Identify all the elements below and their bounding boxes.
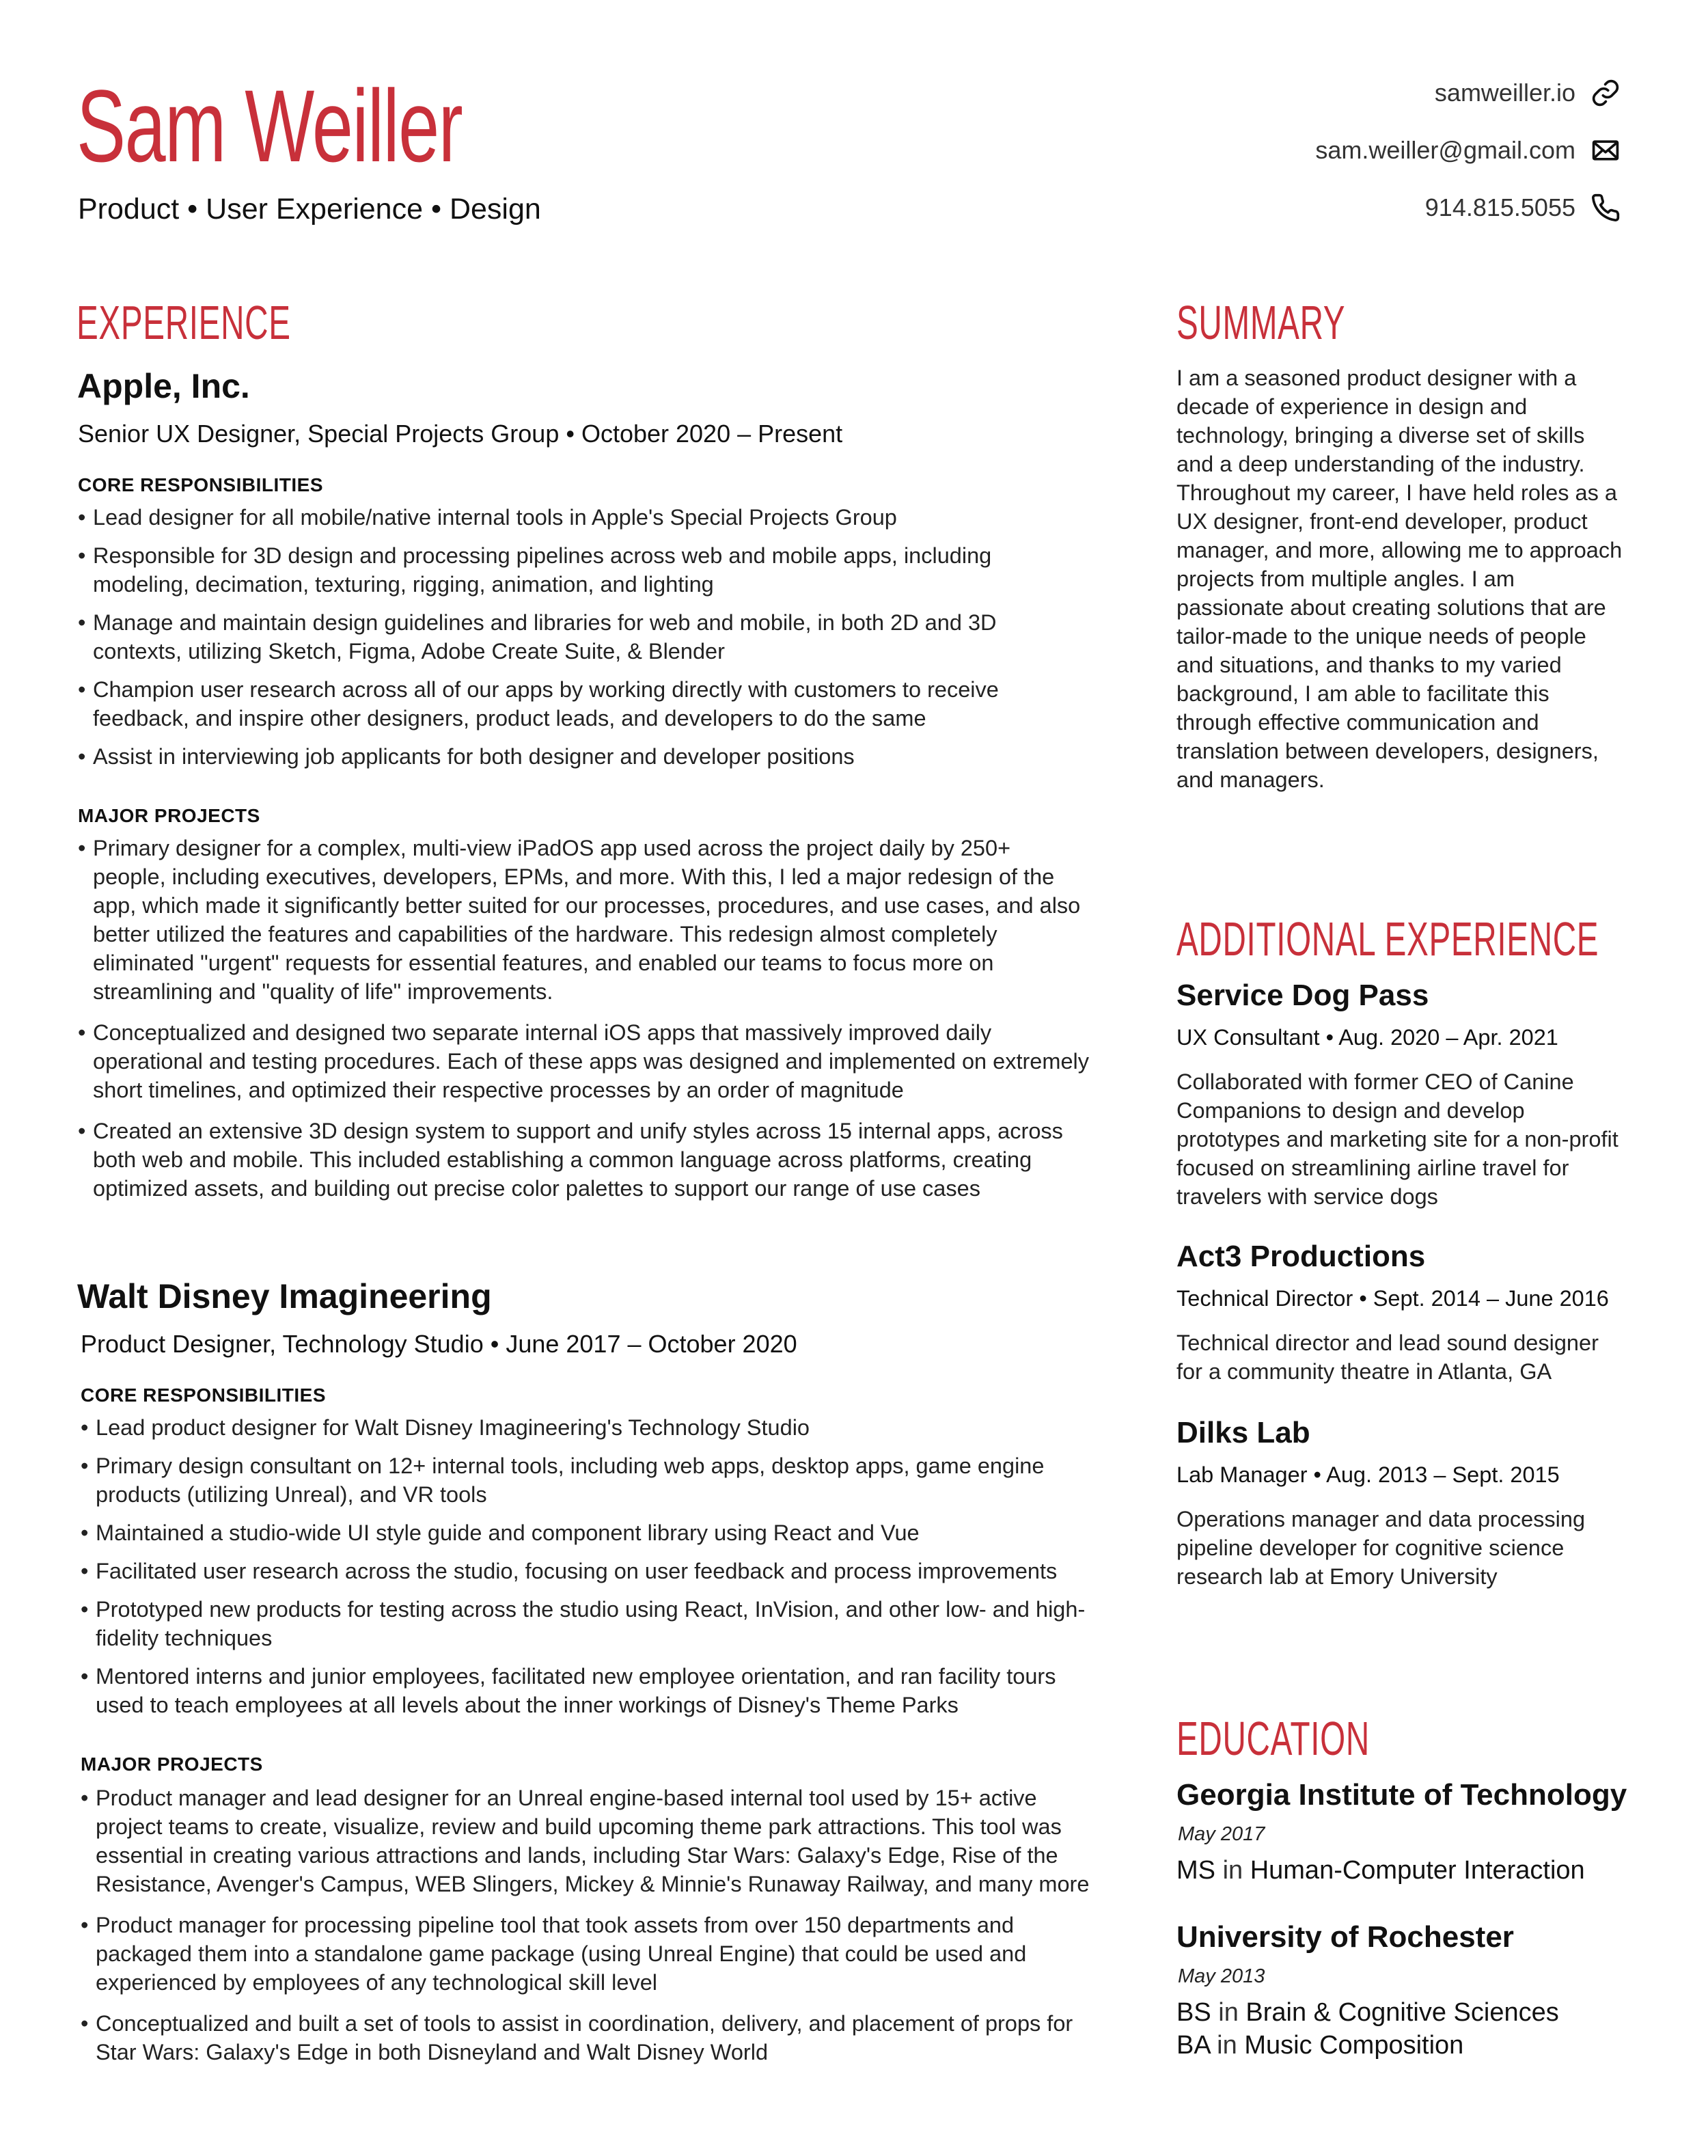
additional-role: UX Consultant • Aug. 2020 – Apr. 2021 bbox=[1176, 1025, 1558, 1050]
list-item: • Assist in interviewing job applicants for both designer and developer positions bbox=[78, 742, 1089, 771]
major-projects-label: MAJOR PROJECTS bbox=[81, 1754, 263, 1775]
list-item: • Product manager and lead designer for an Unreal engine-based internal tool used by 15+ active project teams to create, visualize, review and build upcoming theme park attractions. This tool was essential in creating various attractions and lands, including Star Wars: Galaxy's Edge, Rise of the Resistance, Avenger's Campus, WEB Slingers, Mickey & Minnie's Runaway Railway, and many more bbox=[81, 1784, 1092, 1898]
additional-description: Technical director and lead sound designer for a community theatre in Atlanta, GA bbox=[1176, 1331, 1599, 1384]
graduation-date: May 2017 bbox=[1178, 1823, 1265, 1845]
list-item: • Conceptualized and designed two separate internal iOS apps that massively improved daily operational and testing procedures. Each of these apps was designed and implemented on extremely short timelines, and optimized their respective processes by an order of magnitude bbox=[78, 1018, 1089, 1104]
core-responsibilities-list bbox=[81, 1413, 1092, 1719]
additional-role: Lab Manager • Aug. 2013 – Sept. 2015 bbox=[1176, 1462, 1560, 1487]
degree bbox=[1176, 1856, 1585, 1885]
job-role: Senior UX Designer, Special Projects Group • October 2020 – Present bbox=[78, 420, 843, 448]
email-text: sam.weiller@gmail.com bbox=[1315, 136, 1575, 164]
additional-company: Dilks Lab bbox=[1176, 1416, 1310, 1449]
summary-text: I am a seasoned product designer with a decade of experience in design and technology, bringing a diverse set of skills and a deep understanding of the industry. Throughout my career, I have held roles as a UX designer, front-end developer, product manager, and more, allowing me to approach projects from multiple angles. I am passionate about creating solutions that are tailor-made to the unique needs of people and situations, and thanks to my varied background, I am able to facilitate this through effective communication and translation between developers, designers, and managers. bbox=[1176, 366, 1623, 792]
list-item: • Product manager for processing pipeline tool that took assets from over 150 departments and packaged them into a standalone game package (using Unreal Engine) that could be used and experienced by employees of any technological skill level bbox=[81, 1911, 1092, 1997]
additional-company: Act3 Productions bbox=[1176, 1240, 1426, 1273]
tagline: Product • User Experience • Design bbox=[78, 193, 541, 226]
list-item: • Primary designer for a complex, multi-view iPadOS app used across the project daily by 250+ people, including executives, developers, EPMs, and more. With this, I led a major redesign of the app, which made it significantly better suited for our processes, procedures, and use cases, and also better utilized the features and capabilities of the hardware. This redesign almost completely eliminated "urgent" requests for essential features, and enabled our teams to focus more on streamlining and "quality of life" improvements. bbox=[78, 834, 1089, 1006]
resume-name: Sam Weiller bbox=[77, 68, 463, 183]
school-name: University of Rochester bbox=[1176, 1920, 1514, 1954]
phone-link[interactable] bbox=[1425, 193, 1621, 223]
list-item: • Mentored interns and junior employees, facilitated new employee orientation, and ran facility tours used to teach employees at all levels about the inner workings of Disney's Theme Parks bbox=[81, 1662, 1092, 1719]
degree-in: in bbox=[1217, 2031, 1237, 2060]
degree bbox=[1176, 2031, 1463, 2060]
list-item: • Maintained a studio-wide UI style guide and component library using React and Vue bbox=[81, 1518, 1092, 1547]
list-item: • Manage and maintain design guidelines and libraries for web and mobile, in both 2D and 3D contexts, utilizing Sketch, Figma, Adobe Create Suite, & Blender bbox=[78, 608, 1089, 666]
major-projects-list bbox=[78, 834, 1089, 1203]
degree-in: in bbox=[1218, 1998, 1239, 2027]
degree-field: Music Composition bbox=[1244, 2031, 1464, 2060]
degree-field: Brain & Cognitive Sciences bbox=[1245, 1998, 1559, 2027]
website-link[interactable] bbox=[1435, 78, 1621, 108]
degree-in: in bbox=[1222, 1856, 1243, 1885]
degree-abbr: BA bbox=[1176, 2031, 1210, 2060]
phone-text: 914.815.5055 bbox=[1424, 193, 1575, 221]
major-projects-list bbox=[81, 1784, 1092, 2066]
list-item: • Facilitated user research across the studio, focusing on user feedback and process improvements bbox=[81, 1557, 1092, 1585]
mail-icon bbox=[1590, 135, 1621, 165]
degree-abbr: BS bbox=[1176, 1998, 1211, 2027]
job-company: Walt Disney Imagineering bbox=[77, 1277, 492, 1315]
list-item: • Primary design consultant on 12+ internal tools, including web apps, desktop apps, game engine products (utilizing Unreal), and VR tools bbox=[81, 1451, 1092, 1509]
website-text: samweiller.io bbox=[1434, 79, 1575, 107]
experience-heading: EXPERIENCE bbox=[77, 296, 291, 349]
list-item: • Responsible for 3D design and processing pipelines across web and mobile apps, including modeling, decimation, texturing, rigging, animation, and lighting bbox=[78, 541, 1089, 599]
additional-description: Operations manager and data processing pipeline developer for cognitive science research lab at Emory University bbox=[1176, 1507, 1586, 1589]
additional-company: Service Dog Pass bbox=[1176, 979, 1429, 1012]
list-item: • Lead designer for all mobile/native internal tools in Apple's Special Projects Group bbox=[78, 503, 1089, 532]
list-item: • Lead product designer for Walt Disney Imagineering's Technology Studio bbox=[81, 1413, 1092, 1442]
additional-role: Technical Director • Sept. 2014 – June 2016 bbox=[1176, 1286, 1609, 1311]
link-icon bbox=[1590, 78, 1621, 108]
job-role: Product Designer, Technology Studio • June 2017 – October 2020 bbox=[81, 1330, 797, 1358]
job-company: Apple, Inc. bbox=[77, 367, 250, 405]
major-projects-label: MAJOR PROJECTS bbox=[78, 805, 260, 826]
degree-abbr: MS bbox=[1176, 1856, 1215, 1885]
additional-experience-heading: ADDITIONAL EXPERIENCE bbox=[1176, 912, 1599, 966]
additional-description: Collaborated with former CEO of Canine Companions to design and develop prototypes and marketing site for a non-profit focused on streamlining airline travel for travelers with service dogs bbox=[1176, 1069, 1619, 1209]
graduation-date: May 2013 bbox=[1178, 1965, 1265, 1987]
summary-heading: SUMMARY bbox=[1176, 296, 1346, 349]
list-item: • Conceptualized and built a set of tools to assist in coordination, delivery, and placement of props for Star Wars: Galaxy's Edge in both Disneyland and Walt Disney World bbox=[81, 2009, 1092, 2066]
list-item: • Champion user research across all of our apps by working directly with customers to receive feedback, and inspire other designers, product leads, and developers to do the same bbox=[78, 675, 1089, 733]
email-link[interactable] bbox=[1315, 135, 1621, 165]
education-heading: EDUCATION bbox=[1176, 1712, 1370, 1765]
degree bbox=[1176, 1998, 1559, 2028]
phone-icon bbox=[1590, 193, 1621, 223]
list-item: • Prototyped new products for testing across the studio using React, InVision, and other low- and high-fidelity techniques bbox=[81, 1595, 1092, 1652]
core-responsibilities-label: CORE RESPONSIBILITIES bbox=[81, 1384, 326, 1406]
school-name: Georgia Institute of Technology bbox=[1176, 1778, 1627, 1812]
core-responsibilities-list bbox=[78, 503, 1089, 771]
list-item: • Created an extensive 3D design system to support and unify styles across 15 internal apps, across both web and mobile. This included establishing a common language across platforms, creating optimized assets, and building out precise color palettes to support our range of use cases bbox=[78, 1117, 1089, 1203]
degree-field: Human-Computer Interaction bbox=[1250, 1856, 1585, 1885]
core-responsibilities-label: CORE RESPONSIBILITIES bbox=[78, 474, 323, 495]
